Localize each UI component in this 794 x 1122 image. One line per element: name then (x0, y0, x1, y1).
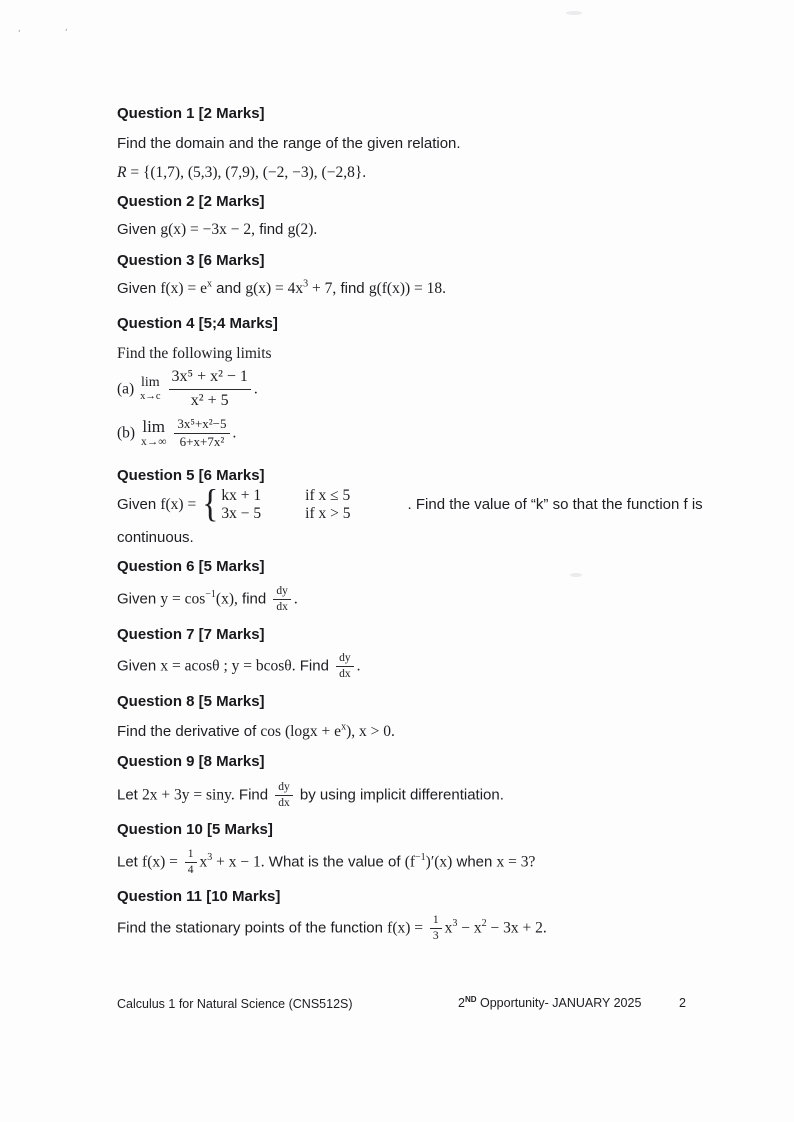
cases-brace: { (202, 482, 219, 526)
text-run: Find the stationary points of the function (117, 919, 388, 937)
fraction (273, 585, 291, 613)
fraction (169, 367, 251, 412)
fraction-denominator: dx (339, 667, 351, 680)
math-run: (b) (117, 424, 139, 442)
text-run: find (336, 280, 369, 297)
fraction-denominator: 3 (432, 929, 439, 942)
math-run: (f (404, 853, 416, 871)
text-run: . Find the value of “k” so that the function f is (407, 496, 703, 514)
question-2-heading: Question 2 [2 Marks] (117, 193, 265, 210)
fraction (275, 781, 293, 809)
question-1-prompt (117, 135, 461, 153)
text-run: Given (117, 280, 161, 297)
text-run: Given (117, 590, 161, 608)
fraction-numerator: dy (273, 585, 291, 600)
question-10-body (117, 848, 535, 876)
question-5-heading: Question 5 [6 Marks] (117, 467, 265, 484)
math-run: x = 3? (496, 853, 536, 871)
superscript: x (206, 278, 212, 290)
text-run: Given (117, 657, 161, 675)
question-8-body (117, 723, 395, 741)
math-run: cos (logx + e (260, 723, 342, 740)
question-4-prompt (117, 345, 272, 363)
cases-cell: kx + 1 (221, 487, 262, 504)
scan-artifact-mark: ʹ (65, 29, 68, 39)
cases-cell: if x ≤ 5 (305, 487, 351, 504)
question-2-body (117, 221, 317, 239)
math-run: + x − 1. (212, 853, 265, 871)
math-run: f(x) = (387, 919, 427, 937)
fraction-denominator: dx (278, 796, 290, 809)
limit-word: lim (140, 375, 160, 391)
math-run: f(x) = e (160, 280, 207, 297)
math-run: − 3x + 2. (486, 919, 547, 937)
footer-course-title: Calculus 1 for Natural Science (CNS512S) (117, 997, 353, 1011)
question-10-heading: Question 10 [5 Marks] (117, 821, 273, 838)
text-run: Given (117, 496, 161, 514)
question-9-heading: Question 9 [8 Marks] (117, 753, 265, 770)
fraction-numerator: dy (336, 652, 354, 667)
fraction-denominator: dx (276, 600, 288, 613)
fraction-denominator: x² + 5 (190, 391, 229, 409)
math-run: )′(x) (425, 853, 453, 871)
limit-operator (140, 376, 160, 403)
scan-smudge (570, 573, 582, 577)
text-run: when (452, 853, 497, 871)
math-run: . (232, 424, 237, 442)
math-run: ), x > 0. (346, 723, 395, 740)
text-run: Find (295, 657, 334, 675)
fraction-numerator: 1 (430, 914, 442, 929)
limit-subscript: x→c (140, 391, 161, 403)
question-5-body (117, 482, 703, 526)
superscript: −1 (205, 589, 216, 601)
cases-cell: 3x − 5 (221, 505, 262, 522)
footer-page-number: 2 (679, 996, 686, 1010)
text-run: continuous. (117, 529, 194, 546)
math-run: f(x) = (142, 853, 182, 871)
math-run: 2x + 3y = siny. (142, 786, 235, 804)
footer-opportunity-label (458, 996, 641, 1010)
math-run: (a) (117, 380, 139, 398)
math-run: − x (457, 919, 482, 937)
fraction (185, 848, 197, 876)
math-run: Find the following limits (117, 345, 272, 362)
math-run: g(x) = −3x − 2, (160, 221, 256, 238)
superscript: 3 (207, 852, 213, 864)
question-5-body-continued (117, 529, 194, 547)
text-run: find (237, 590, 271, 608)
question-3-heading: Question 3 [6 Marks] (117, 252, 265, 269)
text-run: Find (234, 786, 273, 804)
fraction-numerator: 1 (185, 848, 197, 863)
fraction (174, 417, 229, 450)
superscript: −1 (415, 852, 426, 864)
question-1-heading: Question 1 [2 Marks] (117, 105, 265, 122)
cases-grid (221, 487, 350, 523)
question-4-limit-a (117, 367, 258, 412)
math-run: . (356, 657, 361, 675)
superscript: 3 (452, 918, 458, 930)
question-4-heading: Question 4 [5;4 Marks] (117, 315, 278, 332)
question-9-body (117, 781, 504, 809)
text-run: find (255, 221, 288, 238)
math-run: . (293, 590, 298, 608)
question-11-heading: Question 11 [10 Marks] (117, 888, 281, 905)
limit-subscript: x→∞ (140, 436, 167, 449)
text-run: Opportunity- JANUARY 2025 (476, 996, 642, 1010)
text-run: Find the derivative of (117, 723, 261, 740)
text-run: Given (117, 221, 161, 238)
limit-word: lim (142, 417, 166, 437)
cases-cell: if x > 5 (305, 505, 351, 522)
text-run: and (211, 280, 246, 297)
math-run: x (444, 919, 453, 937)
limit-operator (141, 418, 166, 449)
fraction-denominator: 4 (187, 863, 194, 876)
superscript: ND (464, 994, 477, 1004)
scan-smudge (566, 11, 582, 15)
math-run: y = cos (160, 590, 206, 608)
math-run: g(f(x)) = 18. (368, 280, 447, 297)
text-run: Find the domain and the range of the given relation. (117, 135, 461, 152)
fraction-numerator: 3x⁵ + x² − 1 (169, 367, 251, 390)
question-8-heading: Question 8 [5 Marks] (117, 693, 265, 710)
math-run: (x), (215, 590, 238, 608)
math-run: f(x) = (160, 496, 201, 514)
fraction (336, 652, 354, 680)
question-7-heading: Question 7 [7 Marks] (117, 626, 265, 643)
math-run: x (199, 853, 208, 871)
piecewise-cases (202, 482, 351, 526)
text-run: Let (117, 786, 143, 804)
text-run: What is the value of (264, 853, 405, 871)
fraction (430, 914, 442, 942)
fraction-denominator: 6+x+7x² (179, 433, 225, 449)
fraction-numerator: dy (275, 781, 293, 796)
text-run: by using implicit differentiation. (295, 786, 504, 804)
scan-artifact-mark: ʹ (18, 30, 21, 40)
math-run: x = acosθ ; y = bcosθ. (160, 657, 296, 675)
question-6-body (117, 585, 298, 613)
superscript: x (341, 721, 347, 733)
math-run: + 7, (308, 280, 337, 297)
text-run: 2 (458, 996, 465, 1010)
superscript: 3 (303, 278, 309, 290)
math-run: . (253, 380, 258, 398)
math-run: g(2). (287, 221, 318, 238)
question-6-heading: Question 6 [5 Marks] (117, 558, 265, 575)
superscript: 2 (481, 918, 487, 930)
math-run: = {(1,7), (5,3), (7,9), (−2, −3), (−2,8}. (126, 164, 367, 181)
question-4-limit-b (117, 417, 236, 450)
question-7-body (117, 652, 360, 680)
question-3-body (117, 280, 446, 298)
question-11-body (117, 914, 547, 942)
math-run: R (117, 164, 127, 181)
question-1-relation (117, 164, 366, 182)
fraction-numerator: 3x⁵+x²−5 (174, 417, 229, 434)
math-run: g(x) = 4x (245, 280, 304, 297)
text-run: Let (117, 853, 143, 871)
